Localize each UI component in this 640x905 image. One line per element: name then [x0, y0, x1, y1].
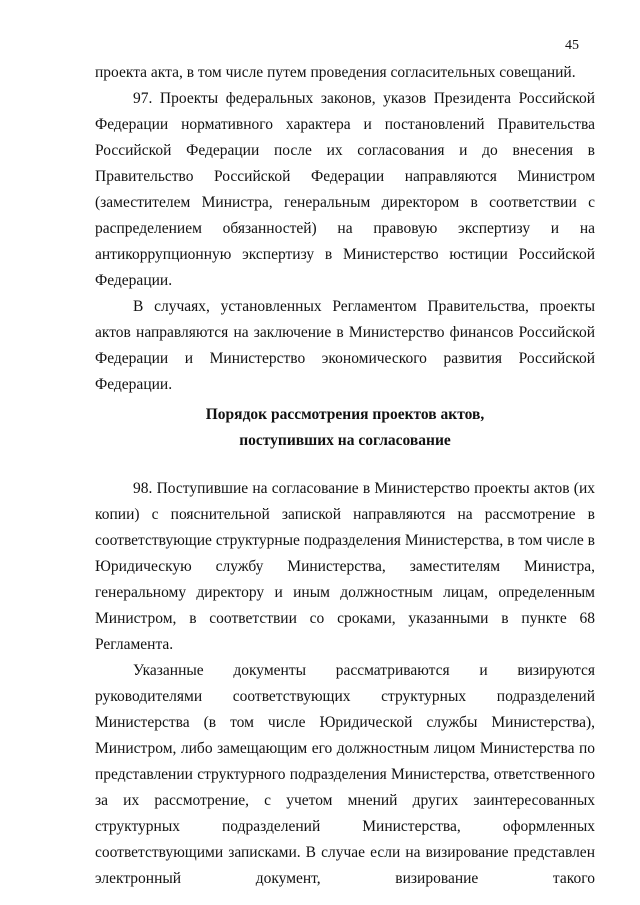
paragraph-review-procedure: Указанные документы рассматриваются и визируются руководителями соответствующих структурных подразделений Министерства (в том числе Юридической службы Министерства), Министром, либо замещающим его должностным лицом Министерства по представлении структурного подразделения Министерства, ответственного за их рассмотрение, с учетом мнений других заинтересованных структурных подразделений Министерства, оформленных соответствующими записками. В случае если на визирование представлен электронный документ, визирование такого	[95, 662, 595, 887]
section-97-block	[95, 60, 595, 398]
paragraph-98: 98. Поступившие на согласование в Министерство проекты актов (их копии) с пояснительной запиской направляются на рассмотрение в соответствующие структурные подразделения Министерства, в том числе в Юридическую службу Министерства, заместителям Министра, генеральному директору и иным должностным лицам, определенным Министром, в соответствии со сроками, указанными в пункте 68 Регламента.	[95, 480, 595, 653]
page-number: 45	[565, 38, 579, 53]
section-98-block	[95, 476, 595, 892]
paragraph-97: 97. Проекты федеральных законов, указов Президента Российской Федерации нормативного характера и постановлений Правительства Российской Федерации после их согласования и до внесения в Правительство Российской Федерации направляются Министром (заместителем Министра, генеральным директором в соответствии с распределением обязанностей) на правовую экспертизу и на антикоррупционную экспертизу в Министерство юстиции Российской Федерации.	[95, 90, 595, 289]
section-heading-line-1: Порядок рассмотрения проектов актов,	[205, 406, 485, 423]
section-heading-line-2: поступивших на согласование	[239, 432, 451, 449]
paragraph-continuation: проекта акта, в том числе путем проведения согласительных совещаний.	[95, 64, 576, 81]
paragraph-regulation-cases: В случаях, установленных Регламентом Правительства, проекты актов направляются на заключение в Министерство финансов Российской Федерации и Министерство экономического развития Российской Федерации.	[95, 298, 595, 393]
